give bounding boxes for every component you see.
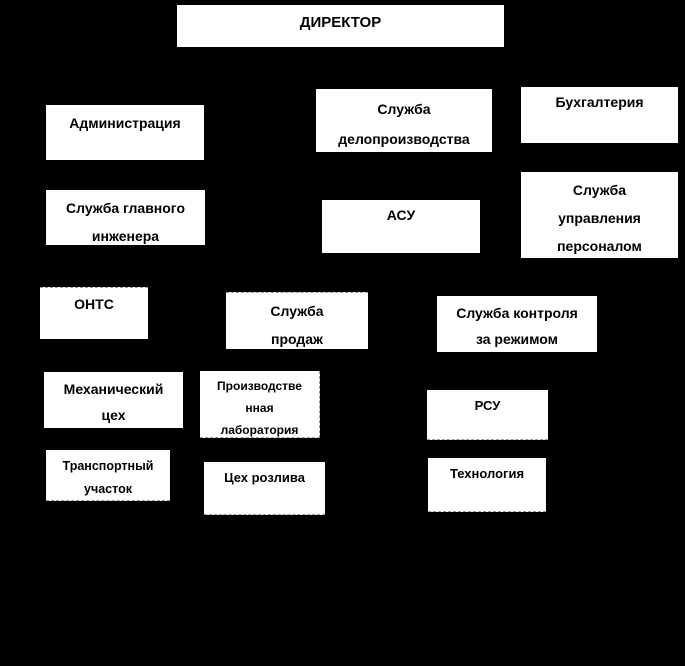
org-node-label: цех bbox=[101, 407, 126, 423]
org-node-label: Транспортный bbox=[62, 459, 154, 473]
org-node-bottling-shop bbox=[204, 462, 325, 515]
org-node-accounting bbox=[521, 87, 678, 143]
org-node-label: Цех розлива bbox=[224, 470, 305, 485]
org-node-mechanical-shop bbox=[44, 372, 183, 428]
org-node-label: инженера bbox=[91, 228, 160, 244]
org-node-label: ОНТС bbox=[74, 296, 114, 312]
org-node-technology bbox=[428, 458, 546, 512]
org-node-administration bbox=[46, 105, 204, 160]
org-node-acs bbox=[322, 200, 480, 253]
org-node-clerical-service bbox=[316, 89, 492, 152]
org-node-label: Бухгалтерия bbox=[555, 94, 644, 110]
org-node-onts bbox=[40, 287, 148, 339]
org-node-label: нная bbox=[245, 401, 274, 415]
org-node-label: персоналом bbox=[557, 238, 642, 254]
org-node-label: ДИРЕКТОР bbox=[299, 14, 382, 31]
org-node-label: АСУ bbox=[386, 207, 416, 223]
org-node-transport-section bbox=[46, 450, 170, 501]
org-node-chief-engineer-service bbox=[46, 190, 205, 245]
org-node-label: управления bbox=[558, 210, 641, 226]
org-node-regime-control-service bbox=[437, 296, 597, 352]
org-node-director bbox=[177, 5, 504, 47]
org-node-label: Администрация bbox=[69, 115, 181, 131]
org-node-label: Служба главного bbox=[66, 200, 185, 216]
org-node-label: продаж bbox=[271, 331, 323, 347]
org-node-label: участок bbox=[84, 482, 132, 496]
org-node-label: РСУ bbox=[474, 398, 501, 413]
org-node-label: Производстве bbox=[217, 379, 302, 393]
org-node-label: за режимом bbox=[475, 331, 559, 347]
org-node-rsu bbox=[427, 390, 548, 440]
org-node-label: лаборатория bbox=[220, 423, 299, 437]
org-node-label: Служба bbox=[377, 101, 431, 117]
org-node-label: Служба bbox=[572, 182, 627, 198]
org-node-sales-service bbox=[226, 292, 368, 349]
org-node-label: Служба контроля bbox=[456, 305, 578, 321]
org-node-label: Служба bbox=[270, 303, 324, 319]
org-node-hr-service bbox=[521, 172, 678, 258]
org-node-production-lab bbox=[200, 371, 320, 438]
org-node-label: Механический bbox=[63, 381, 164, 397]
org-node-label: Технология bbox=[449, 466, 525, 481]
org-node-label: делопроизводства bbox=[338, 131, 470, 147]
